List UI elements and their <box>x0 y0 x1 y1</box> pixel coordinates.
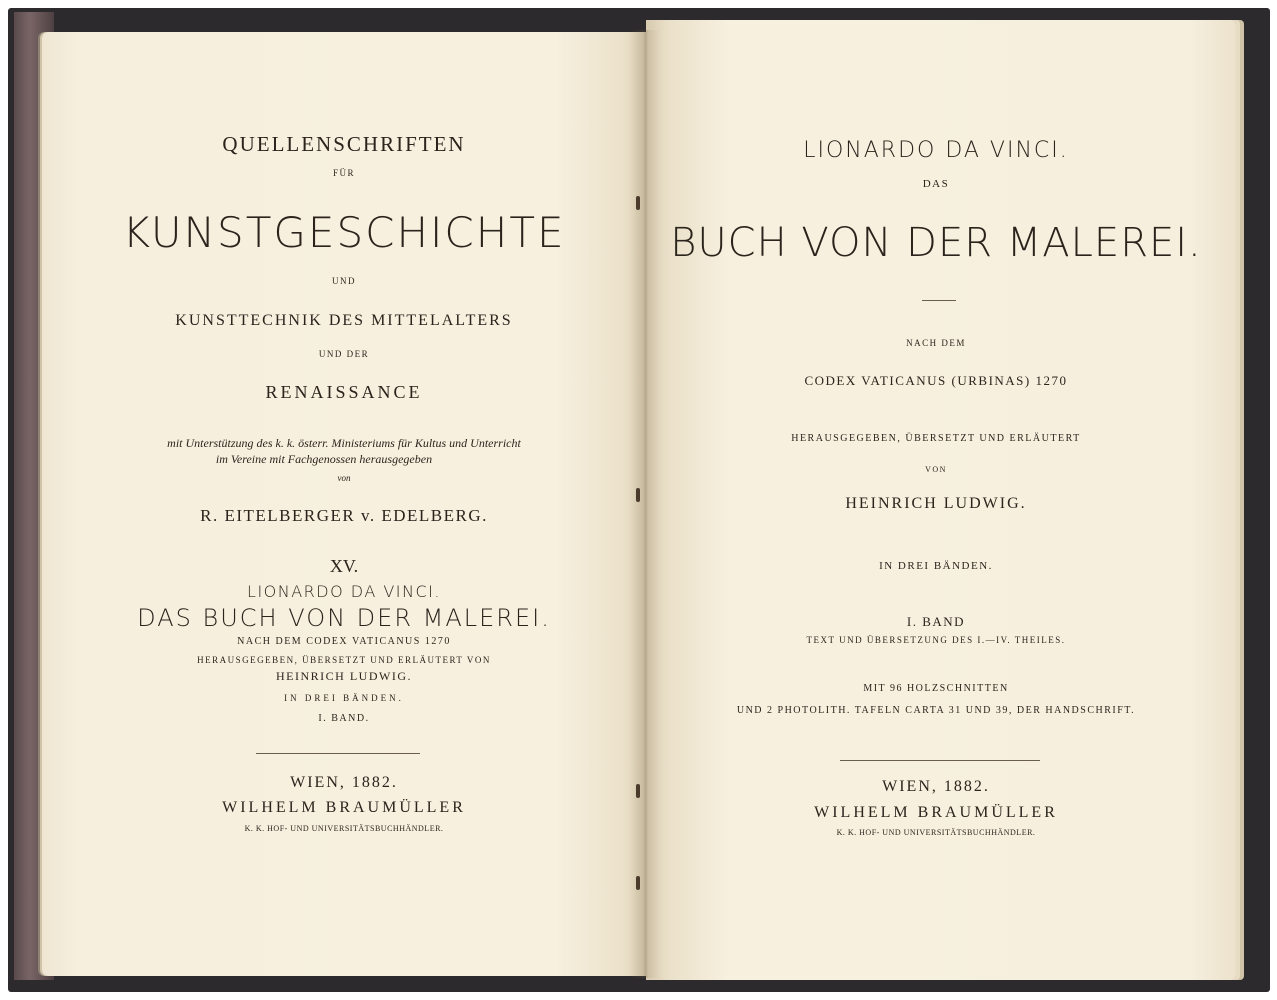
right-place-year: WIEN, 1882. <box>882 778 990 795</box>
right-von: VON <box>925 465 947 474</box>
series-fur: FÜR <box>332 168 355 178</box>
left-author: LIONARDO DA VINCI. <box>247 582 441 601</box>
left-page <box>42 32 646 976</box>
support-von: von <box>337 473 351 483</box>
right-das: DAS <box>922 178 950 190</box>
left-after-codex: NACH DEM CODEX VATICANUS 1270 <box>237 636 451 647</box>
left-publisher: WILHELM BRAUMÜLLER <box>222 799 466 816</box>
right-page <box>646 20 1236 980</box>
left-book-title: DAS BUCH VON DER MALEREI. <box>137 604 551 632</box>
right-divider <box>840 760 1040 761</box>
series-title-line4: RENAISSANCE <box>265 382 423 402</box>
right-illustrations-line2: UND 2 PHOTOLITH. TAFELN CARTA 31 UND 39, DER HANDSCHRIFT. <box>736 705 1136 716</box>
binding-stitch <box>636 876 640 890</box>
right-edited-by: HERAUSGEGEBEN, ÜBERSETZT UND ERLÄUTERT <box>791 433 1081 444</box>
right-illustrations-line1: MIT 96 HOLZSCHNITTEN <box>863 683 1009 694</box>
left-in-three-volumes: IN DREI BÄNDEN. <box>284 693 404 703</box>
left-publisher-title: K. K. HOF- UND UNIVERSITÄTSBUCHHÄNDLER. <box>244 824 444 833</box>
right-title-divider <box>922 300 956 301</box>
support-line1: mit Unterstützung des k. k. österr. Ministeriums für Kultus und Unterricht <box>167 436 521 450</box>
support-line2: im Vereine mit Fachgenossen herausgegeben <box>215 452 433 466</box>
right-publisher-title: K. K. HOF- UND UNIVERSITÄTSBUCHHÄNDLER. <box>836 828 1036 837</box>
series-title-line1: QUELLENSCHRIFTEN <box>222 132 466 156</box>
left-place-year: WIEN, 1882. <box>290 774 398 791</box>
left-band: I. BAND. <box>318 713 370 724</box>
right-book-title: BUCH VON DER MALEREI. <box>670 220 1202 266</box>
series-title-line3: KUNSTTECHNIK DES MITTELALTERS <box>175 312 513 329</box>
right-in-three-volumes: IN DREI BÄNDEN. <box>879 560 993 572</box>
right-nach-dem: NACH DEM <box>906 338 966 348</box>
right-band: I. BAND <box>906 614 966 629</box>
book-gutter <box>630 30 660 978</box>
right-band-contents: TEXT UND ÜBERSETZUNG DES I.—IV. THEILES. <box>806 635 1066 645</box>
binding-stitch <box>636 784 640 798</box>
left-translator: HEINRICH LUDWIG. <box>276 669 412 683</box>
right-translator: HEINRICH LUDWIG. <box>845 495 1027 512</box>
series-und-der: UND DER <box>318 349 370 359</box>
right-author: LIONARDO DA VINCI. <box>803 138 1069 163</box>
binding-stitch <box>636 488 640 502</box>
series-title-main: KUNSTGESCHICHTE <box>122 208 566 257</box>
series-editor: R. EITELBERGER v. EDELBERG. <box>200 506 488 525</box>
right-codex: CODEX VATICANUS (URBINAS) 1270 <box>804 373 1068 388</box>
right-publisher: WILHELM BRAUMÜLLER <box>814 804 1058 821</box>
binding-stitch <box>636 196 640 210</box>
series-und: UND <box>332 276 356 286</box>
left-divider <box>256 753 420 754</box>
volume-number: XV. <box>329 556 359 576</box>
left-edited-by: HERAUSGEGEBEN, ÜBERSETZT UND ERLÄUTERT VON <box>197 655 491 665</box>
